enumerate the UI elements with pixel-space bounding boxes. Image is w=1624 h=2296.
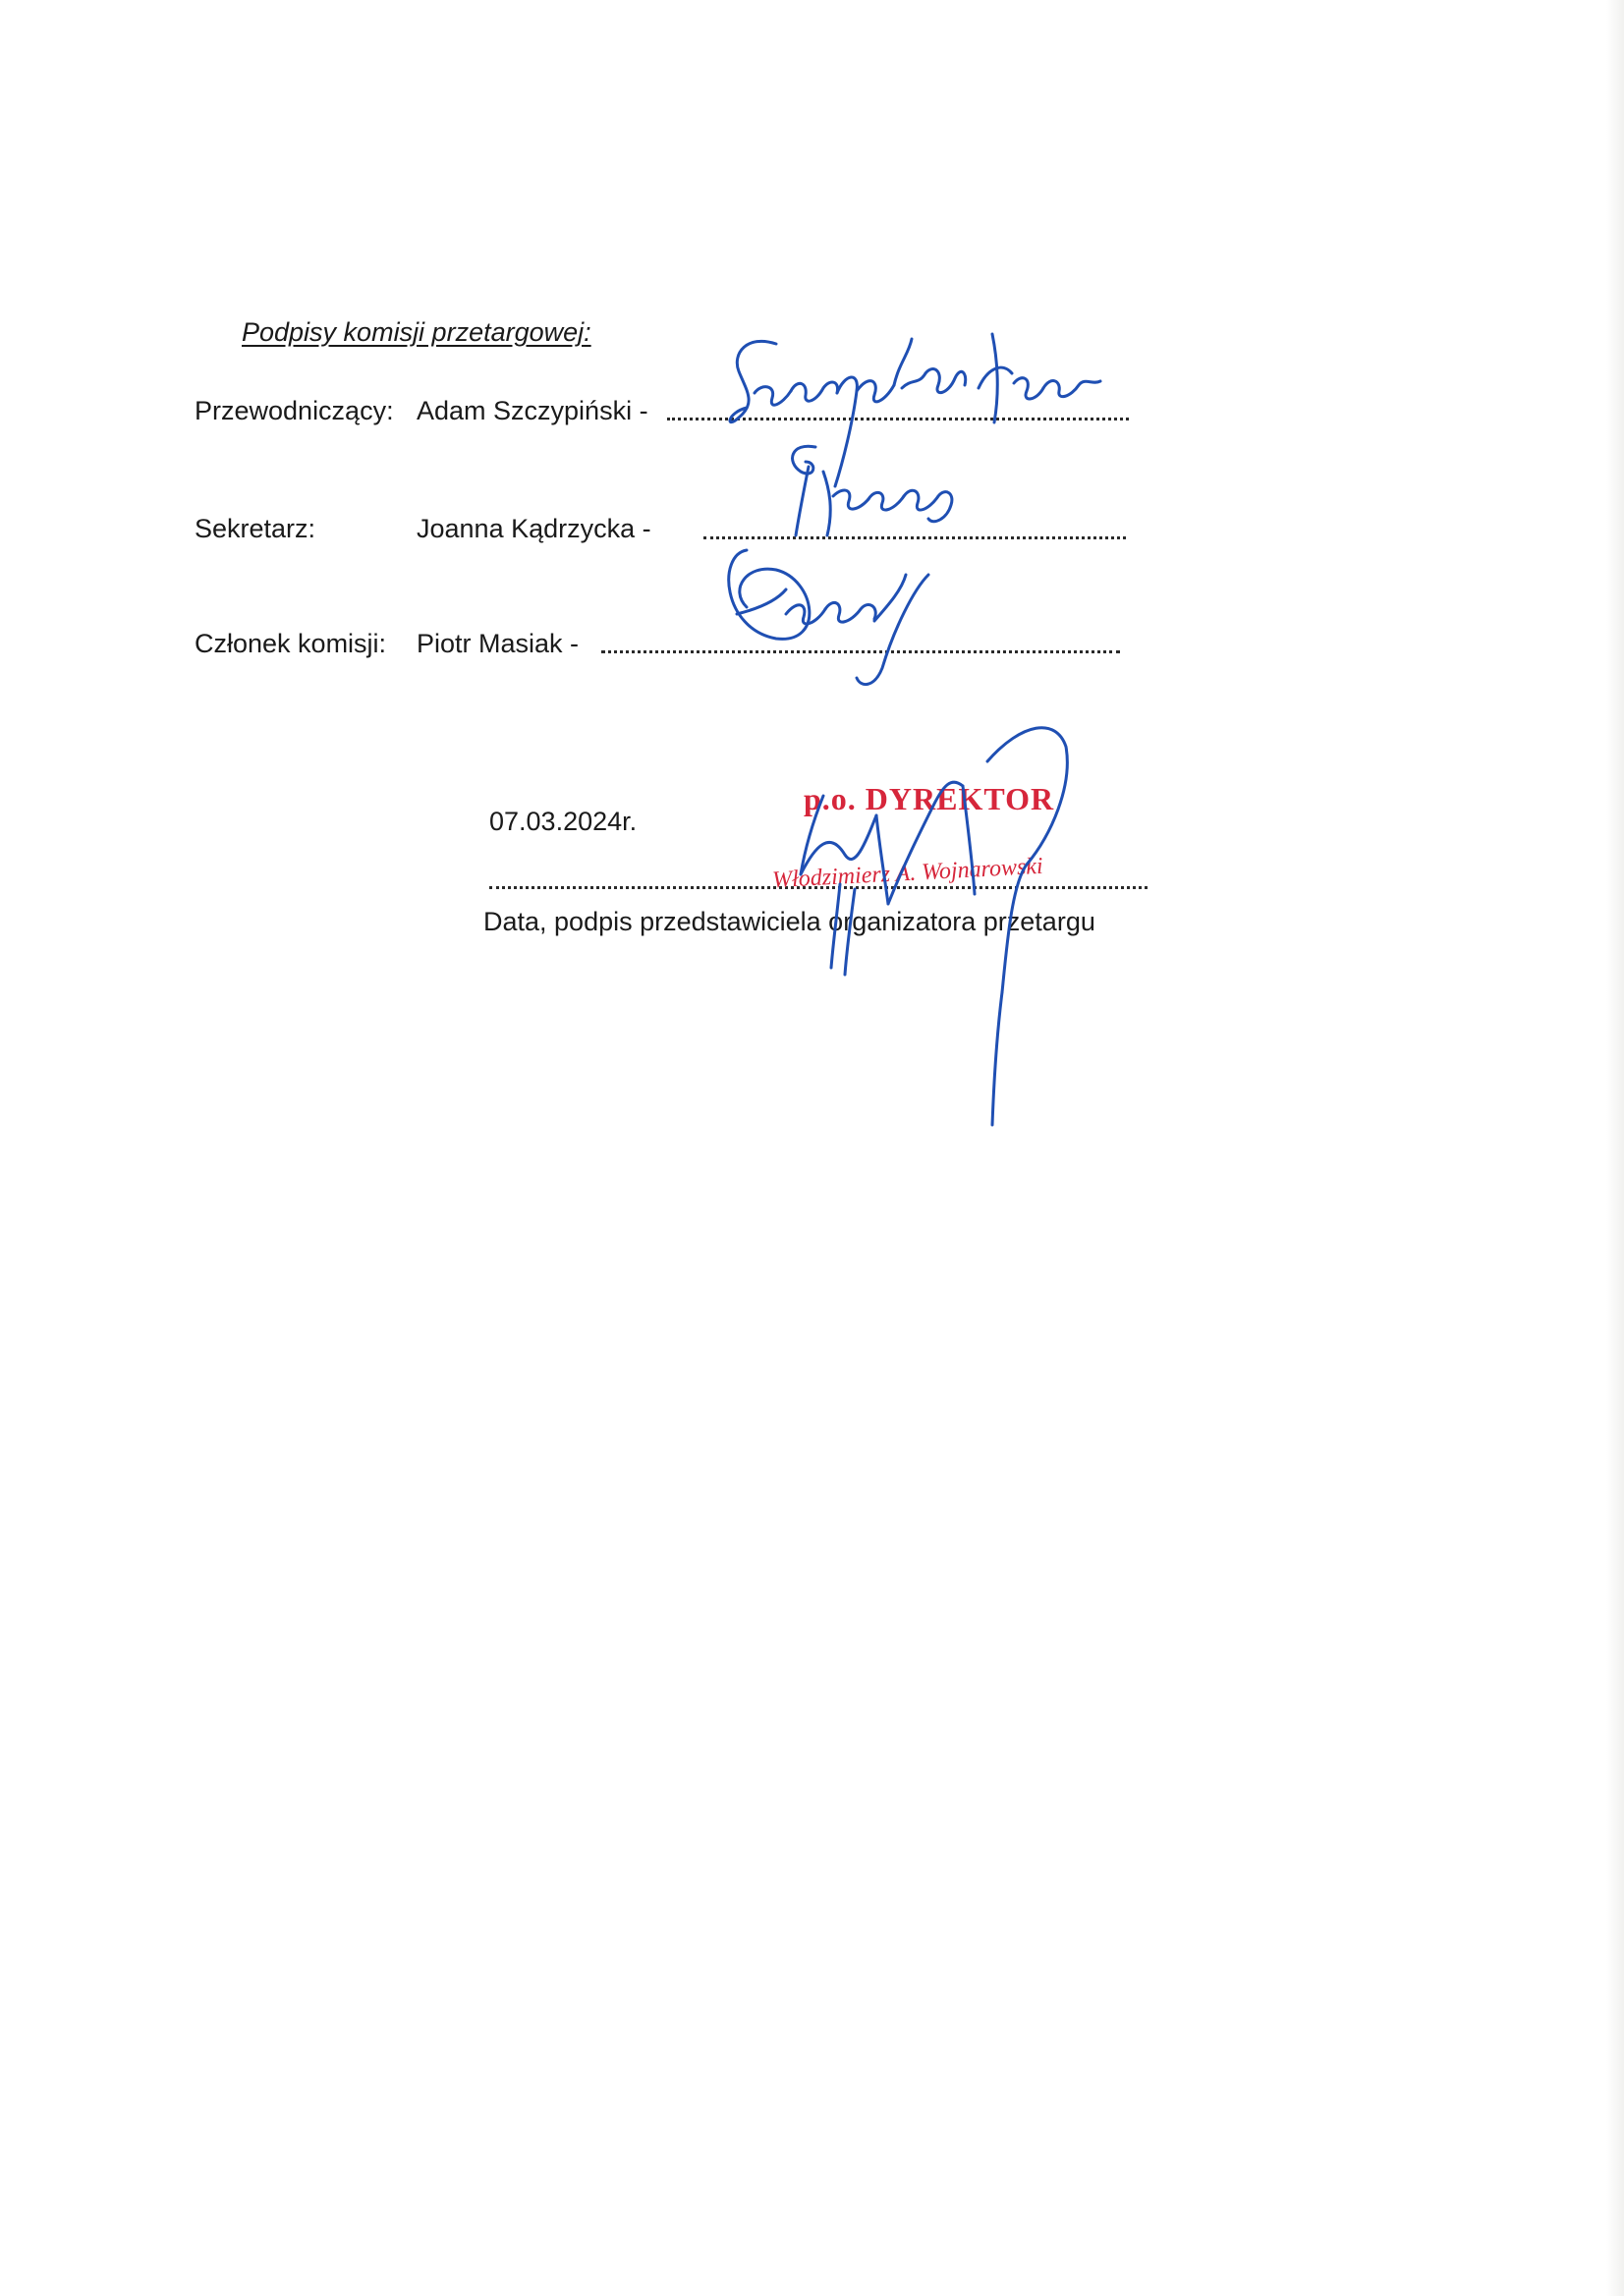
chairman-role: Przewodniczący: <box>195 396 394 425</box>
secretary-name: Joanna Kądrzycka - <box>417 514 651 543</box>
chairman-name: Adam Szczypiński - <box>417 396 648 425</box>
member-name: Piotr Masiak - <box>417 629 580 658</box>
date-text: 07.03.2024r. <box>489 807 638 836</box>
director-stamp-name: Włodzimierz A. Wojnarowski <box>771 853 1044 894</box>
secretary-role: Sekretarz: <box>195 514 316 543</box>
member-signature <box>729 550 928 685</box>
director-stamp-title: p.o. DYREKTOR <box>804 781 1055 816</box>
organizer-signature <box>801 728 1067 1125</box>
member-role: Członek komisji: <box>195 629 387 658</box>
organizer-caption: Data, podpis przedstawiciela organizatora przetargu <box>483 907 1095 936</box>
chairman-signature <box>730 334 1100 486</box>
secretary-signature <box>793 446 952 535</box>
commission-heading: Podpisy komisji przetargowej: <box>242 317 591 347</box>
